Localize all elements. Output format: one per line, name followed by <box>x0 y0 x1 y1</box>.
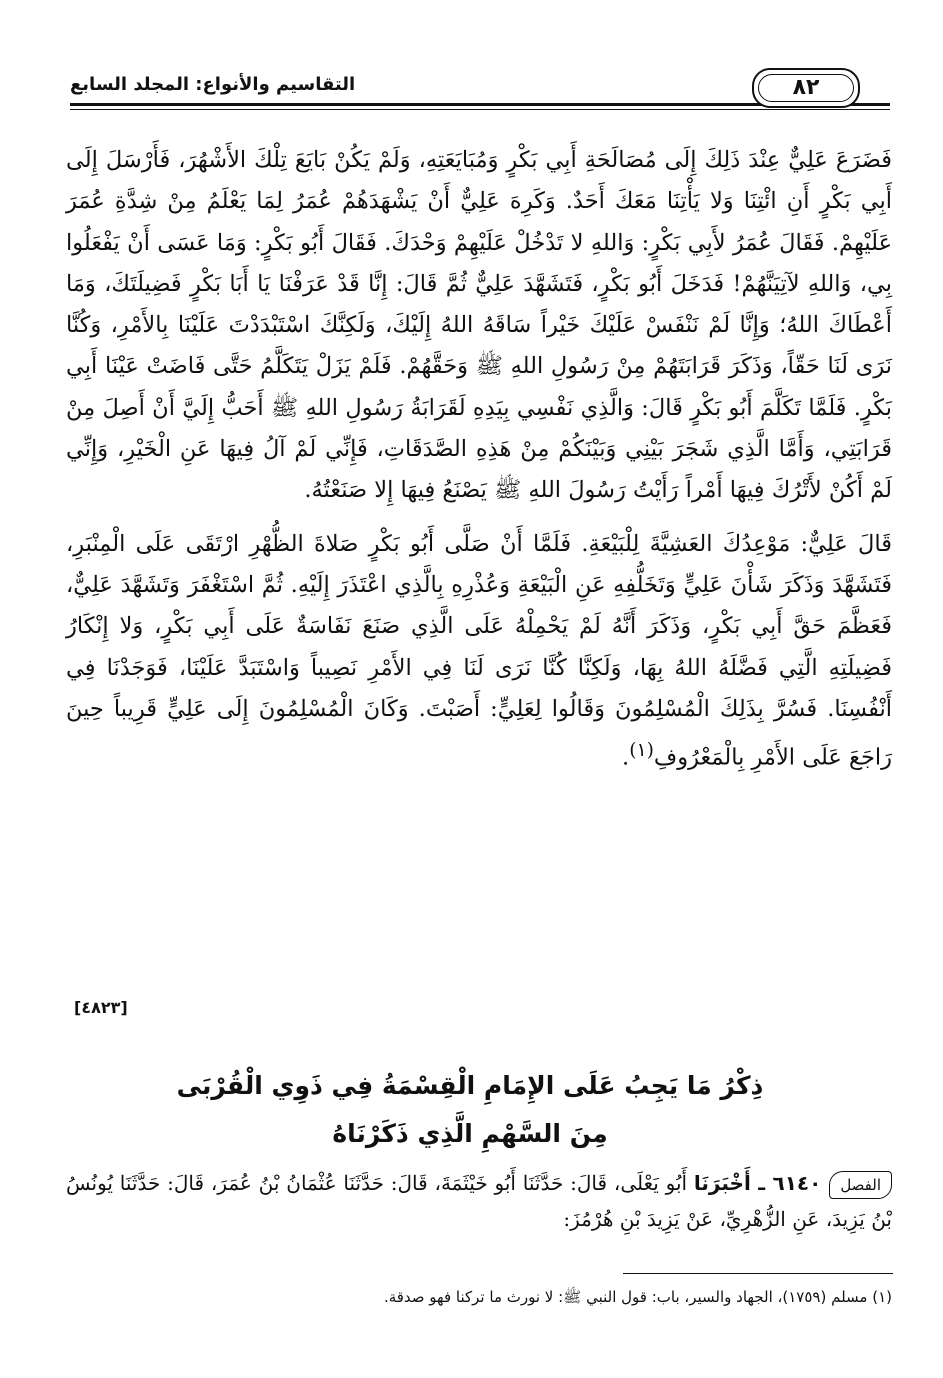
main-text <box>66 140 892 779</box>
page-number: ٨٢ <box>752 68 860 108</box>
header-rule-thin <box>70 109 890 110</box>
hadith-intro <box>66 1165 892 1237</box>
paragraph-2: قَالَ عَلِيٌّ: مَوْعِدُكَ العَشِيَّةَ لِلْبَيْعَةِ. فَلَمَّا أَنْ صَلَّى أَبُو بَكْرٍ صَلاةَ الظُّهْرِ ارْتَقَى عَلَى الْمِنْبَرِ، فَتَشَهَّدَ وَذَكَرَ شَأْنَ عَلِيٍّ وَتَخَلُّفِهِ عَنِ الْبَيْعَةِ وَعُذْرِهِ بِالَّذِي اعْتَذَرَ إِلَيْهِ. ثُمَّ اسْتَغْفَرَ وَتَشَهَّدَ عَلِيٌّ، فَعَظَّمَ حَقَّ أَبِي بَكْرٍ، وَذَكَرَ أَنَّهُ لَمْ يَحْمِلْهُ عَلَى الَّذِي صَنَعَ نَفَاسَةٌ عَلَى أَبِي بَكْرٍ، وَلا إِنْكَارُ فَضِيلَتِهِ الَّتِي فَضَّلَهُ اللهُ بِهَا، وَلَكِنَّا كُنَّا نَرَى لَنَا فِي الأَمْرِ نَصِيباً وَاسْتَبَدَّ عَلَيْنَا، فَوَجَدْنَا فِي أَنْفُسِنَا. فَسُرَّ بِذَلِكَ الْمُسْلِمُونَ وَقَالُوا لِعَلِيٍّ: أَصَبْتَ. وَكَانَ الْمُسْلِمُونَ إِلَى عَلِيٍّ قَرِيباً حِينَ رَاجَعَ عَلَى الأَمْرِ بِالْمَعْرُوفِ$^{(١)}$. <box>66 530 892 771</box>
hadith-badge-icon: الفصل <box>829 1171 892 1199</box>
footnote: (١) مسلم (١٧٥٩)، الجهاد والسير، باب: قول النبي ﷺ: لا نورث ما تركنا فهو صدقة. <box>383 1288 892 1306</box>
chapter-heading <box>120 1062 820 1158</box>
chapter-heading-line-1: ذِكْرُ مَا يَجِبُ عَلَى الإِمَامِ الْقِسْمَةُ فِي ذَوِي الْقُرْبَى <box>176 1071 764 1100</box>
paragraph-1: فَضَرَعَ عَلِيٌّ عِنْدَ ذَلِكَ إِلَى مُصَالَحَةِ أَبِي بَكْرٍ وَمُبَايَعَتِهِ، وَلَمْ يَكُنْ بَايَعَ تِلْكَ الأَشْهُرَ، فَأَرْسَلَ إِلَى أَبِي بَكْرٍ أَنِ ائْتِنَا وَلا يَأْتِنَا مَعَكَ أَحَدٌ. وَكَرِهَ عَلِيٌّ أَنْ يَشْهَدَهُمْ عُمَرُ لِمَا يَعْلَمُ مِنْ شِدَّةِ عُمَرَ عَلَيْهِمْ. فَقَالَ عُمَرُ لأَبِي بَكْرٍ: وَاللهِ لا تَدْخُلْ عَلَيْهِمْ وَحْدَكَ. فَقَالَ أَبُو بَكْرٍ: وَمَا عَسَى أَنْ يَفْعَلُوا بِي، وَاللهِ لآتِيَنَّهُمْ! فَدَخَلَ أَبُو بَكْرٍ، فَتَشَهَّدَ عَلِيٌّ ثُمَّ قَالَ: إِنَّا قَدْ عَرَفْنَا يَا أَبَا بَكْرٍ فَضِيلَتَكَ، وَمَا أَعْطَاكَ اللهُ؛ وَإِنَّا لَمْ نَنْفَسْ عَلَيْكَ خَيْراً سَاقَهُ اللهُ إِلَيْكَ، وَلَكِنَّكَ اسْتَبْدَدْتَ عَلَيْنَا بِالأَمْرِ، وَكُنَّا نَرَى لَنَا حَقّاً، وَذَكَرَ قَرَابَتَهُمْ مِنْ رَسُولِ اللهِ ﷺ وَحَقَّهُمْ. فَلَمْ يَزَلْ يَتَكَلَّمُ حَتَّى فَاضَتْ عَيْنَا أَبِي بَكْرٍ. فَلَمَّا تَكَلَّمَ أَبُو بَكْرٍ قَالَ: وَالَّذِي نَفْسِي بِيَدِهِ لَقَرَابَةُ رَسُولِ اللهِ ﷺ أَحَبُّ إِلَيَّ أَنْ أَصِلَ مِنْ قَرَابَتِي، وَأَمَّا الَّذِي شَجَرَ بَيْنِي وَبَيْنَكُمْ مِنْ هَذِهِ الصَّدَقَاتِ، فَإِنِّي لَمْ آلُ فِيهَا عَنِ الْخَيْرِ، وَإِنِّي لَمْ أَكُنْ لأَتْرُكَ فِيهَا أَمْراً رَأَيْتُ رَسُولَ اللهِ ﷺ يَصْنَعُ فِيهَا إِلا صَنَعْتُهُ. <box>66 147 892 504</box>
chapter-heading-line-2: مِنَ السَّهْمِ الَّذِي ذَكَرْنَاهُ <box>332 1119 608 1148</box>
hadith-reference: [٤٨٢٣] <box>74 998 128 1017</box>
page-header <box>70 68 890 112</box>
hadith-chain: أَبُو يَعْلَى، قَالَ: حَدَّثَنَا أَبُو خَيْثَمَةَ، قَالَ: حَدَّثَنَا عُثْمَانُ بْنُ عُمَرَ، قَالَ: حَدَّثَنَا يُونُسُ بْنُ يَزِيدَ، عَنِ الزُّهْرِيِّ، عَنْ يَزِيدَ بْنِ هُرْمُزَ: <box>66 1171 892 1231</box>
hadith-number: ٦١٤٠ ـ أَخْبَرَنَا <box>693 1171 822 1195</box>
footnote-divider <box>623 1273 893 1274</box>
paragraph-2-text: قَالَ عَلِيٌّ: مَوْعِدُكَ العَشِيَّةَ لِلْبَيْعَةِ. فَلَمَّا أَنْ صَلَّى أَبُو بَكْرٍ صَلاةَ الظُّهْرِ ارْتَقَى عَلَى الْمِنْبَرِ، فَتَشَهَّدَ وَذَكَرَ شَأْنَ عَلِيٍّ وَتَخَلُّفِهِ عَنِ الْبَيْعَةِ وَعُذْرِهِ بِالَّذِي اعْتَذَرَ إِلَيْهِ. ثُمَّ اسْتَغْفَرَ وَتَشَهَّدَ عَلِيٌّ، فَعَظَّمَ حَقَّ أَبِي بَكْرٍ، وَذَكَرَ أَنَّهُ لَمْ يَحْمِلْهُ عَلَى الَّذِي صَنَعَ نَفَاسَةٌ عَلَى أَبِي بَكْرٍ، وَلا إِنْكَارُ فَضِيلَتِهِ الَّتِي فَضَّلَهُ اللهُ بِهَا، وَلَكِنَّا كُنَّا نَرَى لَنَا فِي الأَمْرِ نَصِيباً وَاسْتَبَدَّ عَلَيْنَا، فَوَجَدْنَا فِي أَنْفُسِنَا. فَسُرَّ بِذَلِكَ الْمُسْلِمُونَ وَقَالُوا لِعَلِيٍّ: أَصَبْتَ. وَكَانَ الْمُسْلِمُونَ إِلَى عَلِيٍّ قَرِيباً حِينَ رَاجَعَ عَلَى الأَمْرِ بِالْمَعْرُوفِ <box>66 530 892 771</box>
footnote-marker[interactable]: (١) <box>629 740 654 762</box>
running-title: التقاسيم والأنواع: المجلد السابع <box>70 74 356 95</box>
